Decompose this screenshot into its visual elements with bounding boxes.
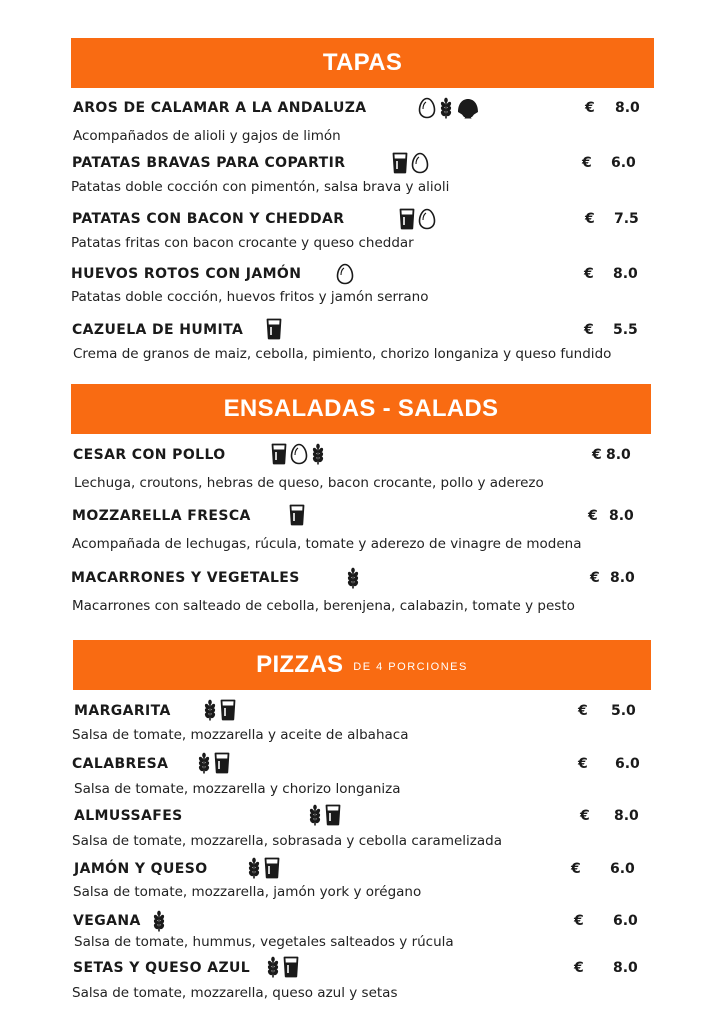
item-description: Salsa de tomate, mozzarella, sobrasada y cebolla caramelizada — [72, 833, 502, 849]
item-currency: € — [592, 447, 602, 463]
item-description: Crema de granos de maiz, cebolla, pimiento, chorizo longaniza y queso fundido — [73, 346, 612, 362]
item-currency: € — [580, 808, 590, 824]
item-price: 8.0 — [609, 508, 634, 524]
item-description: Patatas fritas con bacon crocante y queso cheddar — [71, 235, 414, 251]
item-description: Acompañados de alioli y gajos de limón — [73, 128, 341, 144]
item-name: PATATAS CON BACON Y CHEDDAR — [72, 211, 345, 227]
milk-glass-icon — [392, 152, 408, 174]
item-description: Patatas doble cocción, huevos fritos y jamón serrano — [71, 289, 429, 305]
item-description: Salsa de tomate, hummus, vegetales salteados y rúcula — [74, 934, 454, 950]
item-price: 6.0 — [611, 155, 636, 171]
item-name: HUEVOS ROTOS CON JAMÓN — [71, 266, 302, 282]
item-description: Salsa de tomate, mozzarella, queso azul y setas — [72, 985, 398, 1001]
item-currency: € — [590, 570, 600, 586]
item-price: 8.0 — [606, 447, 631, 463]
item-price: 6.0 — [615, 756, 640, 772]
item-description: Macarrones con salteado de cebolla, berenjena, calabazin, tomate y pesto — [72, 598, 575, 614]
item-description: Acompañada de lechugas, rúcula, tomate y aderezo de vinagre de modena — [72, 536, 582, 552]
item-currency: € — [585, 100, 595, 116]
item-currency: € — [578, 703, 588, 719]
allergen-icons — [152, 910, 166, 932]
egg-icon — [290, 443, 308, 465]
item-currency: € — [582, 155, 592, 171]
item-price: 8.0 — [615, 100, 640, 116]
section-title: ENSALADAS - SALADS — [223, 395, 499, 422]
item-name: MOZZARELLA FRESCA — [72, 508, 251, 524]
item-currency: € — [585, 211, 595, 227]
section-banner-tapas — [71, 38, 654, 88]
item-currency: € — [571, 861, 581, 877]
wheat-icon — [308, 804, 322, 826]
item-currency: € — [584, 266, 594, 282]
item-currency: € — [584, 322, 594, 338]
item-currency: € — [588, 508, 598, 524]
allergen-icons — [392, 152, 429, 174]
allergen-icons — [336, 263, 354, 285]
item-price: 7.5 — [614, 211, 639, 227]
item-currency: € — [574, 913, 584, 929]
allergen-icons — [197, 752, 230, 774]
allergen-icons — [418, 97, 480, 119]
milk-glass-icon — [283, 956, 299, 978]
wheat-icon — [152, 910, 166, 932]
milk-glass-icon — [264, 857, 280, 879]
item-description: Salsa de tomate, mozzarella y chorizo longaniza — [74, 781, 401, 797]
section-title: PIZZAS — [256, 651, 344, 678]
wheat-icon — [197, 752, 211, 774]
section-title: TAPAS — [322, 49, 403, 76]
shellfish-icon — [456, 97, 480, 119]
allergen-icons — [203, 699, 236, 721]
item-price: 5.0 — [611, 703, 636, 719]
allergen-icons — [247, 857, 280, 879]
allergen-icons — [289, 504, 305, 526]
wheat-icon — [203, 699, 217, 721]
item-price: 8.0 — [613, 266, 638, 282]
wheat-icon — [346, 567, 360, 589]
item-name: JAMÓN Y QUESO — [74, 861, 208, 877]
section-banner-pizzas — [73, 640, 651, 690]
item-price: 6.0 — [610, 861, 635, 877]
allergen-icons — [271, 443, 325, 465]
egg-icon — [418, 97, 436, 119]
item-name: AROS DE CALAMAR A LA ANDALUZA — [73, 100, 367, 116]
section-banner-ensaladas — [71, 384, 651, 434]
item-price: 6.0 — [613, 913, 638, 929]
section-subtitle: DE 4 PORCIONES — [353, 661, 468, 673]
milk-glass-icon — [399, 208, 415, 230]
item-currency: € — [578, 756, 588, 772]
item-name: ALMUSSAFES — [74, 808, 183, 824]
milk-glass-icon — [289, 504, 305, 526]
allergen-icons — [346, 567, 360, 589]
item-description: Lechuga, croutons, hebras de queso, bacon crocante, pollo y aderezo — [74, 475, 544, 491]
item-description: Salsa de tomate, mozzarella, jamón york y orégano — [73, 884, 422, 900]
item-name: MACARRONES Y VEGETALES — [71, 570, 300, 586]
item-price: 8.0 — [610, 570, 635, 586]
wheat-icon — [247, 857, 261, 879]
item-name: MARGARITA — [74, 703, 171, 719]
allergen-icons — [308, 804, 341, 826]
allergen-icons — [266, 956, 299, 978]
wheat-icon — [311, 443, 325, 465]
item-price: 8.0 — [613, 960, 638, 976]
milk-glass-icon — [271, 443, 287, 465]
milk-glass-icon — [266, 318, 282, 340]
allergen-icons — [266, 318, 282, 340]
item-name: CESAR CON POLLO — [73, 447, 226, 463]
allergen-icons — [399, 208, 436, 230]
item-price: 5.5 — [613, 322, 638, 338]
item-name: CALABRESA — [72, 756, 169, 772]
item-description: Patatas doble cocción con pimentón, salsa brava y alioli — [71, 179, 450, 195]
milk-glass-icon — [220, 699, 236, 721]
egg-icon — [411, 152, 429, 174]
milk-glass-icon — [214, 752, 230, 774]
item-name: SETAS Y QUESO AZUL — [73, 960, 251, 976]
item-name: PATATAS BRAVAS PARA COPARTIR — [72, 155, 346, 171]
item-name: CAZUELA DE HUMITA — [72, 322, 244, 338]
item-name: VEGANA — [73, 913, 141, 929]
wheat-icon — [439, 97, 453, 119]
milk-glass-icon — [325, 804, 341, 826]
item-description: Salsa de tomate, mozzarella y aceite de albahaca — [72, 727, 409, 743]
egg-icon — [336, 263, 354, 285]
item-price: 8.0 — [614, 808, 639, 824]
wheat-icon — [266, 956, 280, 978]
item-currency: € — [574, 960, 584, 976]
egg-icon — [418, 208, 436, 230]
